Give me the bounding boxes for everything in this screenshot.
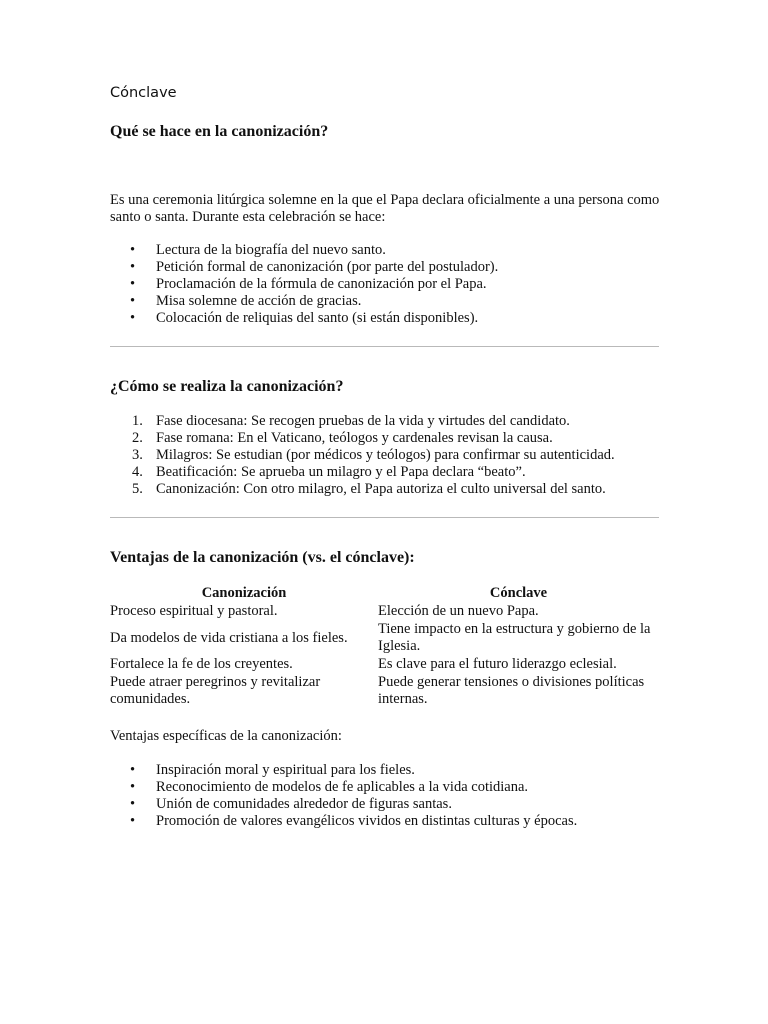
table-cell: Fortalece la fe de los creyentes. [110, 656, 293, 672]
comparison-table [110, 585, 659, 709]
section-heading-canonization-how: ¿Cómo se realiza la canonización? [110, 378, 344, 395]
table-cell: Es clave para el futuro liderazgo eclesial. [378, 656, 617, 672]
process-steps-list [110, 413, 615, 498]
table-row [110, 603, 659, 621]
table-cell: Puede generar tensiones o divisiones políticas internas. [378, 674, 645, 707]
bullet-icon: • [130, 779, 136, 795]
table-cell: Elección de un nuevo Papa. [378, 603, 539, 619]
list-item: • Reconocimiento de modelos de fe aplicables a la vida cotidiana. [130, 779, 529, 795]
bullet-icon: • [130, 796, 136, 812]
bullet-icon: • [130, 259, 136, 275]
section-heading-canonization-what: Qué se hace en la canonización? [110, 123, 329, 140]
specific-advantages-intro: Ventajas específicas de la canonización: [110, 728, 342, 744]
document-title: Cónclave [110, 85, 177, 101]
section-heading-advantages: Ventajas de la canonización (vs. el cónclave): [110, 549, 415, 566]
table-cell: Tiene impacto en la estructura y gobierno de la Iglesia. [378, 621, 651, 654]
table-row [110, 674, 659, 709]
list-item: • Petición formal de canonización (por parte del postulador). [130, 259, 499, 275]
table-row [110, 621, 659, 656]
table-cell: Proceso espiritual y pastoral. [110, 603, 278, 619]
table-row [110, 656, 659, 674]
section-divider [110, 517, 659, 518]
bullet-icon: • [130, 293, 136, 309]
list-item: • Inspiración moral y espiritual para los fieles. [130, 762, 415, 778]
list-item: 1. Fase diocesana: Se recogen pruebas de la vida y virtudes del candidato. [132, 413, 570, 429]
table-header-row [110, 585, 659, 603]
list-item: 4. Beatificación: Se aprueba un milagro y el Papa declara “beato”. [132, 464, 526, 480]
ceremony-steps-list [110, 242, 498, 327]
section-divider [110, 346, 659, 347]
table-cell: Puede atraer peregrinos y revitalizar comunidades. [110, 674, 321, 707]
bullet-icon: • [130, 276, 136, 292]
bullet-icon: • [130, 762, 136, 778]
list-item: • Lectura de la biografía del nuevo santo. [130, 242, 386, 258]
intro-paragraph: Es una ceremonia litúrgica solemne en la que el Papa declara oficialmente a una persona como santo o santa. Durante esta celebración se hace: [110, 192, 660, 225]
bullet-icon: • [130, 813, 136, 829]
column-header-conclave: Cónclave [489, 585, 548, 601]
list-item: • Misa solemne de acción de gracias. [130, 293, 362, 309]
list-item: 2. Fase romana: En el Vaticano, teólogos y cardenales revisan la causa. [132, 430, 553, 446]
column-header-canonization: Canonización [201, 585, 287, 601]
table-cell: Da modelos de vida cristiana a los fieles. [110, 629, 348, 646]
list-item: • Colocación de reliquias del santo (si están disponibles). [130, 310, 479, 326]
bullet-icon: • [130, 310, 136, 326]
list-item: • Promoción de valores evangélicos vividos en distintas culturas y épocas. [130, 813, 578, 829]
list-item: • Proclamación de la fórmula de canonización por el Papa. [130, 276, 487, 292]
list-item: 3. Milagros: Se estudian (por médicos y teólogos) para confirmar su autenticidad. [132, 447, 615, 463]
list-item: • Unión de comunidades alrededor de figuras santas. [130, 796, 452, 812]
specific-advantages-list [110, 762, 577, 830]
list-item: 5. Canonización: Con otro milagro, el Papa autoriza el culto universal del santo. [132, 481, 606, 497]
bullet-icon: • [130, 242, 136, 258]
